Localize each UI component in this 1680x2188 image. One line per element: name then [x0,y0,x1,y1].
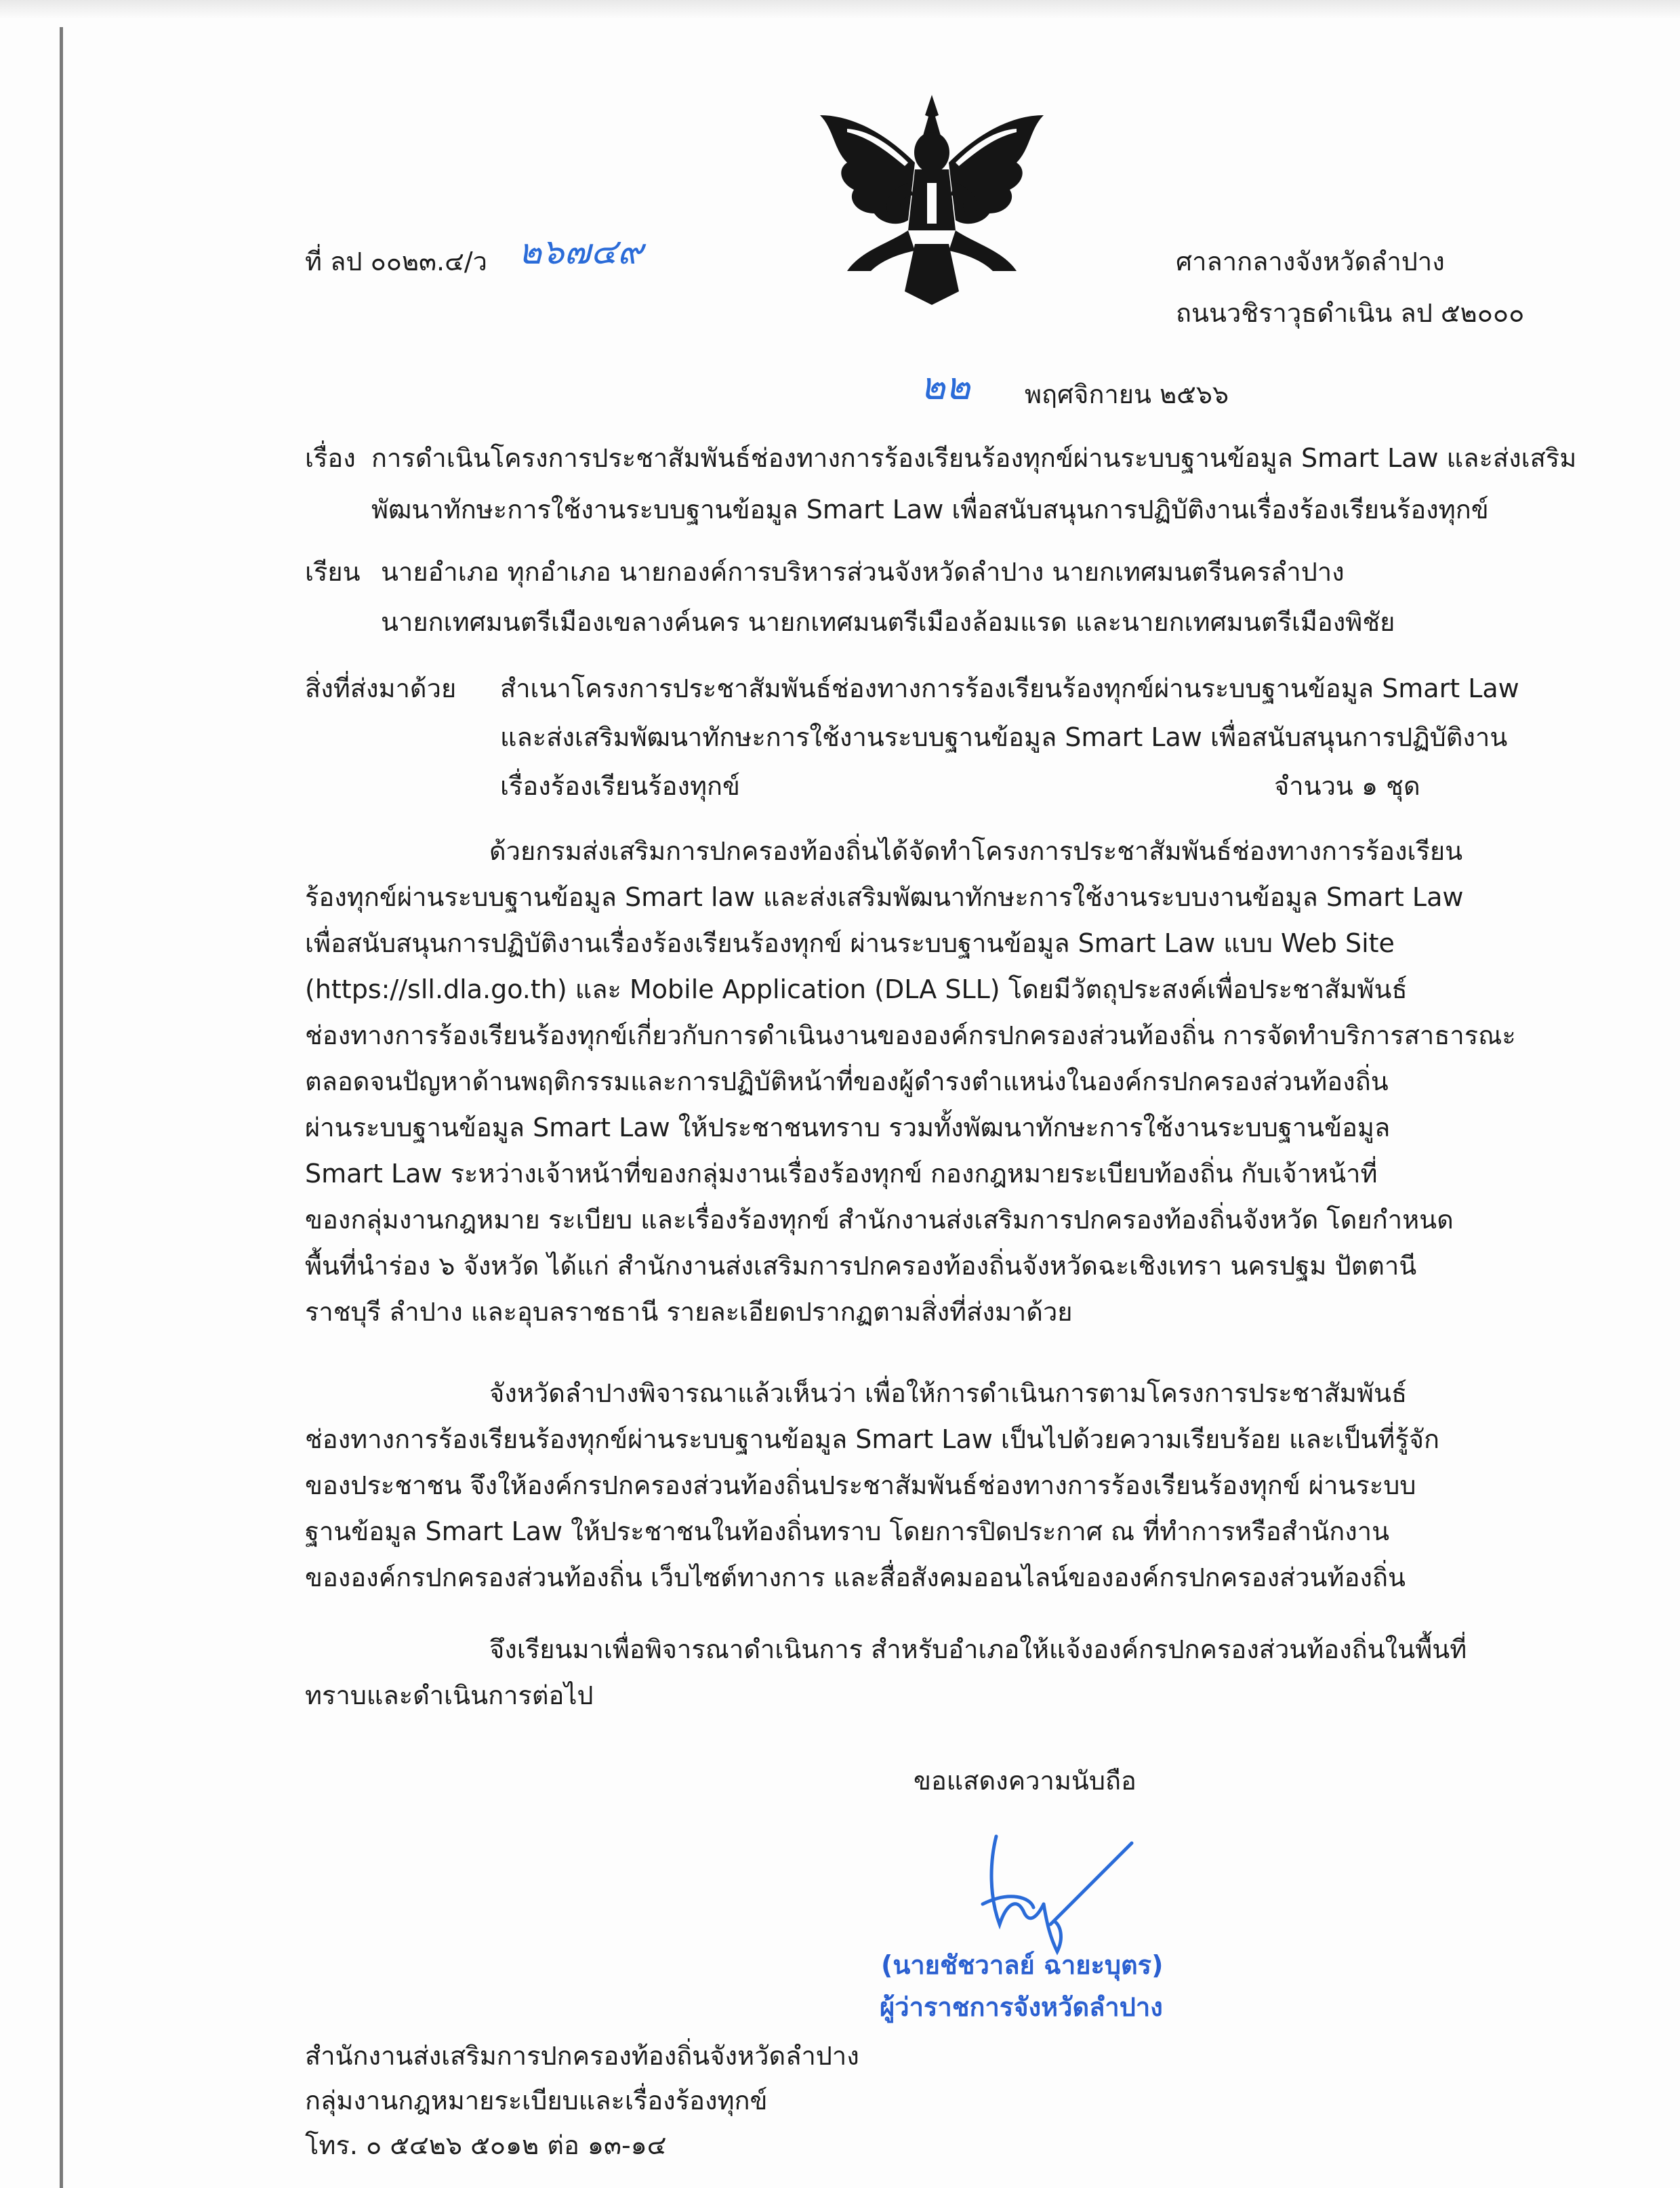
footer-phone: โทร. ๐ ๕๔๒๖ ๕๐๑๒ ต่อ ๑๓-๑๔ [305,2130,667,2160]
paragraph-line: จึงเรียนมาเพื่อพิจารณาดำเนินการ สำหรับอำเภอให้แจ้งองค์กรปกครองส่วนท้องถิ่นในพื้นที่ [489,1634,1467,1664]
paragraph-line: ด้วยกรมส่งเสริมการปกครองท้องถิ่นได้จัดทำโครงการประชาสัมพันธ์ช่องทางการร้องเรียน [489,836,1463,866]
paragraph-line: จังหวัดลำปางพิจารณาแล้วเห็นว่า เพื่อให้การดำเนินการตามโครงการประชาสัมพันธ์ [489,1378,1408,1408]
paragraph-line: ของประชาชน จึงให้องค์กรปกครองส่วนท้องถิ่นประชาสัมพันธ์ช่องทางการร้องเรียนร้องทุกข์ ผ่านระบบ [305,1470,1416,1500]
paragraph-line: เพื่อสนับสนุนการปฏิบัติงานเรื่องร้องเรียนร้องทุกข์ ผ่านระบบฐานข้อมูล Smart Law แบบ Web Site [305,928,1395,958]
page-top-edge [0,0,1680,19]
recipient-line-2: นายกเทศมนตรีเมืองเขลางค์นคร นายกเทศมนตรีเมืองล้อมแรด และนายกเทศมนตรีเมืองพิชัย [381,607,1395,637]
recipient-line-1: นายอำเภอ ทุกอำเภอ นายกองค์การบริหารส่วนจังหวัดลำปาง นายกเทศมนตรีนครลำปาง [381,557,1345,587]
subject-line-2: พัฒนาทักษะการใช้งานระบบฐานข้อมูล Smart Law เพื่อสนับสนุนการปฏิบัติงานเรื่องร้องเรียนร้องทุกข์ [371,495,1489,524]
enclosure-label: สิ่งที่ส่งมาด้วย [305,674,457,703]
signature-mark [969,1823,1145,1965]
paragraph-line: ร้องทุกข์ผ่านระบบฐานข้อมูล Smart law และส่งเสริมพัฒนาทักษะการใช้งานระบบงานข้อมูล Smart Law [305,882,1464,912]
binding-margin-line [60,27,63,2188]
body-paragraph-1 [305,828,1525,1335]
paragraph-line: พื้นที่นำร่อง ๖ จังหวัด ได้แก่ สำนักงานส่งเสริมการปกครองท้องถิ่นจังหวัดฉะเชิงเทรา นครปฐม ปัตตานี [305,1251,1417,1281]
enclosure-line-1: สำเนาโครงการประชาสัมพันธ์ช่องทางการร้องเรียนร้องทุกข์ผ่านระบบฐานข้อมูล Smart Law [500,674,1519,703]
paragraph-line: ทราบและดำเนินการต่อไป [305,1680,594,1710]
signatory-position: ผู้ว่าราชการจังหวัดลำปาง [880,1992,1163,2022]
paragraph-line: (https://sll.dla.go.th) และ Mobile Application (DLA SLL) โดยมีวัตถุประสงค์เพื่อประชาสัมพันธ์ [305,974,1408,1004]
garuda-emblem-icon [806,88,1057,312]
paragraph-line: ช่องทางการร้องเรียนร้องทุกข์เกี่ยวกับการดำเนินงานขององค์กรปกครองส่วนท้องถิ่น การจัดทำบริการสาธารณะ [305,1020,1516,1050]
footer-office: สำนักงานส่งเสริมการปกครองท้องถิ่นจังหวัดลำปาง [305,2041,859,2071]
paragraph-line: ฐานข้อมูล Smart Law ให้ประชาชนในท้องถิ่นทราบ โดยการปิดประกาศ ณ ที่ทำการหรือสำนักงาน [305,1516,1390,1546]
reference-number-handwritten: ๒๖๗๔๙ [518,232,643,272]
office-name: ศาลากลางจังหวัดลำปาง [1176,247,1445,276]
paragraph-line: ราชบุรี ลำปาง และอุบลราชธานี รายละเอียดปรากฏตามสิ่งที่ส่งมาด้วย [305,1297,1073,1327]
recipient-label: เรียน [305,557,361,587]
body-paragraph-2 [305,1370,1525,1601]
date-day-handwritten: ๒๒ [920,365,970,409]
date-month-year: พฤศจิกายน ๒๕๖๖ [1025,379,1229,409]
paragraph-line: Smart Law ระหว่างเจ้าหน้าที่ของกลุ่มงานเรื่องร้องทุกข์ กองกฎหมายระเบียบท้องถิ่น กับเจ้าหน้าที่ [305,1159,1378,1189]
paragraph-line: ขององค์กรปกครองส่วนท้องถิ่น เว็บไซต์ทางการ และสื่อสังคมออนไลน์ขององค์กรปกครองส่วนท้องถิ่น [305,1563,1406,1592]
enclosure-line-2: และส่งเสริมพัฒนาทักษะการใช้งานระบบฐานข้อมูล Smart Law เพื่อสนับสนุนการปฏิบัติงาน [500,722,1508,752]
office-address: ถนนวชิราวุธดำเนิน ลป ๕๒๐๐๐ [1176,298,1525,328]
subject-label: เรื่อง [305,443,356,473]
enclosure-quantity: จำนวน ๑ ชุด [1274,771,1420,801]
reference-prefix: ที่ ลป ๐๐๒๓.๔/ว [305,247,488,276]
paragraph-line: ช่องทางการร้องเรียนร้องทุกข์ผ่านระบบฐานข้อมูล Smart Law เป็นไปด้วยความเรียบร้อย และเป็นที่รู้จัก [305,1424,1440,1454]
paragraph-line: ผ่านระบบฐานข้อมูล Smart Law ให้ประชาชนทราบ รวมทั้งพัฒนาทักษะการใช้งานระบบฐานข้อมูล [305,1113,1391,1142]
closing-salutation: ขอแสดงความนับถือ [914,1766,1136,1796]
subject-line-1: การดำเนินโครงการประชาสัมพันธ์ช่องทางการร้องเรียนร้องทุกข์ผ่านระบบฐานข้อมูล Smart Law และส่งเสริม [371,443,1577,473]
enclosure-line-3: เรื่องร้องเรียนร้องทุกข์ [500,771,741,801]
footer-division: กลุ่มงานกฎหมายระเบียบและเรื่องร้องทุกข์ [305,2086,768,2115]
paragraph-line: ของกลุ่มงานกฎหมาย ระเบียบ และเรื่องร้องทุกข์ สำนักงานส่งเสริมการปกครองท้องถิ่นจังหวัด โดยกำหนด [305,1205,1454,1235]
signatory-name: (นายชัชวาลย์ ฉายะบุตร) [881,1950,1164,1980]
body-paragraph-3 [305,1626,1525,1718]
paragraph-line: ตลอดจนปัญหาด้านพฤติกรรมและการปฏิบัติหน้าที่ของผู้ดำรงตำแหน่งในองค์กรปกครองส่วนท้องถิ่น [305,1067,1389,1096]
